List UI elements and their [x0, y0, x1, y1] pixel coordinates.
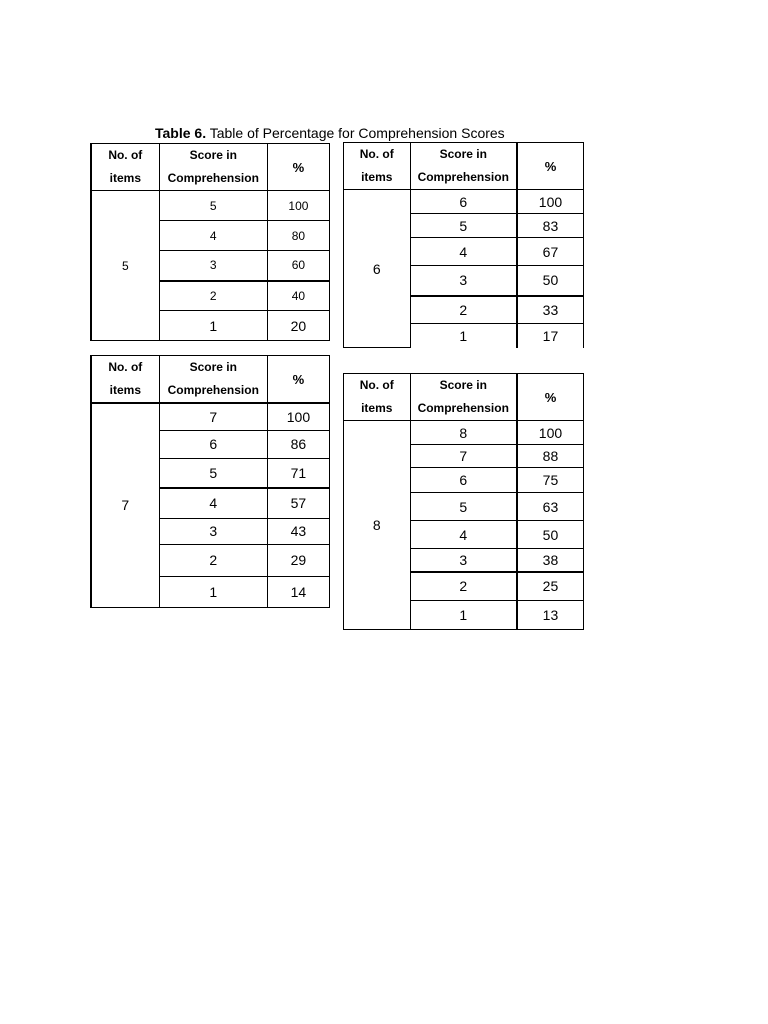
score-cell: 5: [410, 493, 517, 521]
score-cell: 3: [410, 549, 517, 572]
percent-cell: 50: [517, 521, 584, 549]
table-row: [91, 191, 330, 221]
header-percent: %: [267, 144, 329, 191]
percent-cell: 29: [267, 544, 329, 576]
score-cell: 8: [410, 421, 517, 445]
header-items: No. of items: [344, 143, 411, 190]
score-cell: 4: [410, 238, 517, 266]
score-table-7-items: [90, 355, 330, 608]
score-cell: 3: [159, 251, 267, 281]
score-cell: 2: [159, 281, 267, 311]
percent-cell: 60: [267, 251, 329, 281]
header-percent: %: [517, 143, 584, 190]
caption-label: Table 6.: [155, 125, 207, 141]
percent-cell: 38: [517, 549, 584, 572]
percent-cell: 20: [267, 311, 329, 341]
score-cell: 5: [159, 458, 267, 488]
percent-cell: 57: [267, 488, 329, 518]
score-cell: 1: [410, 324, 517, 348]
percent-cell: 14: [267, 576, 329, 607]
header-row: [91, 144, 330, 191]
score-cell: 7: [159, 403, 267, 430]
score-cell: 5: [159, 191, 267, 221]
percent-cell: 63: [517, 493, 584, 521]
caption-text: Table of Percentage for Comprehension Scores: [209, 125, 505, 141]
score-cell: 7: [410, 445, 517, 468]
score-cell: 5: [410, 214, 517, 238]
score-cell: 2: [410, 296, 517, 324]
table-row: [344, 421, 584, 445]
percent-cell: 75: [517, 468, 584, 493]
header-percent: %: [267, 356, 329, 404]
score-cell: 6: [410, 468, 517, 493]
header-row: [91, 356, 330, 404]
percent-cell: 100: [267, 191, 329, 221]
percent-cell: 67: [517, 238, 584, 266]
items-cell: 8: [344, 421, 411, 630]
score-cell: 6: [410, 190, 517, 214]
header-row: [344, 374, 584, 421]
score-cell: 3: [410, 266, 517, 296]
items-cell: 5: [91, 191, 159, 341]
score-cell: 3: [159, 518, 267, 544]
percent-cell: 83: [517, 214, 584, 238]
score-cell: 1: [159, 311, 267, 341]
percent-cell: 88: [517, 445, 584, 468]
percent-cell: 17: [517, 324, 584, 348]
percent-cell: 40: [267, 281, 329, 311]
header-row: [344, 143, 584, 190]
score-cell: 1: [410, 601, 517, 630]
score-cell: 1: [159, 576, 267, 607]
table-caption: [155, 125, 505, 141]
score-cell: 4: [159, 488, 267, 518]
score-cell: 2: [159, 544, 267, 576]
percent-cell: 80: [267, 221, 329, 251]
items-cell: 6: [344, 190, 411, 348]
score-cell: 4: [159, 221, 267, 251]
score-cell: 4: [410, 521, 517, 549]
percent-cell: 13: [517, 601, 584, 630]
percent-cell: 100: [267, 403, 329, 430]
score-table-6-items: [343, 142, 584, 348]
header-score: Score in Comprehension: [159, 144, 267, 191]
table-row: [344, 190, 584, 214]
score-table-5-items: [90, 143, 330, 341]
percent-cell: 50: [517, 266, 584, 296]
percent-cell: 86: [267, 430, 329, 458]
table-row: [91, 403, 330, 430]
percent-cell: 33: [517, 296, 584, 324]
percent-cell: 100: [517, 190, 584, 214]
percent-cell: 43: [267, 518, 329, 544]
header-items: No. of items: [91, 144, 159, 191]
header-items: No. of items: [344, 374, 411, 421]
percent-cell: 100: [517, 421, 584, 445]
header-score: Score in Comprehension: [410, 374, 517, 421]
header-items: No. of items: [91, 356, 159, 404]
items-cell: 7: [91, 403, 159, 607]
score-cell: 6: [159, 430, 267, 458]
score-cell: 2: [410, 572, 517, 601]
header-percent: %: [517, 374, 584, 421]
header-score: Score in Comprehension: [410, 143, 517, 190]
score-table-8-items: [343, 373, 584, 630]
header-score: Score in Comprehension: [159, 356, 267, 404]
percent-cell: 25: [517, 572, 584, 601]
percent-cell: 71: [267, 458, 329, 488]
